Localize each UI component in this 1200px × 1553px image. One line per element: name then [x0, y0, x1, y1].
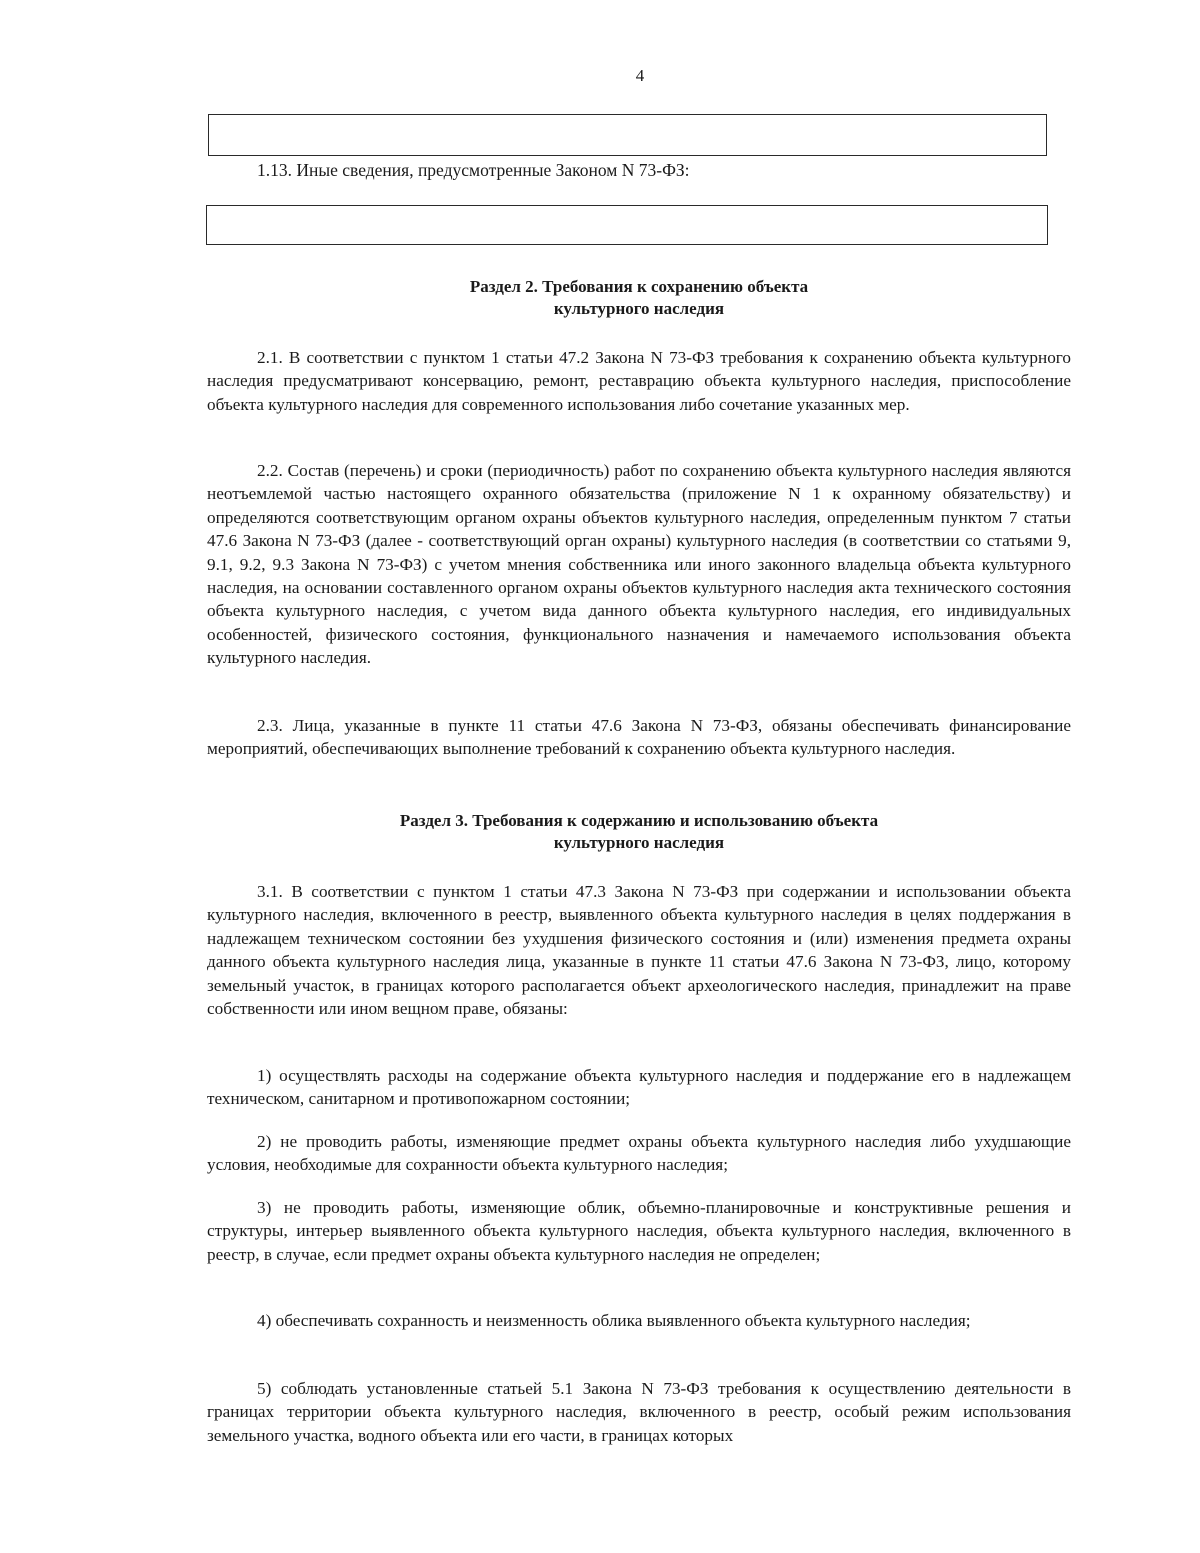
paragraph-2-1: 2.1. В соответствии с пунктом 1 статьи 47.2 Закона N 73-ФЗ требования к сохранению объекта культурного наследия предусматривают консервацию, ремонт, реставрацию объекта культурного наследия, приспособление объекта культурного наследия для современного использования либо сочетание указанных мер.	[207, 348, 1071, 414]
section-3-heading	[208, 810, 1070, 854]
list-item-4: 4) обеспечивать сохранность и неизменность облика выявленного объекта культурного наследия;	[257, 1311, 971, 1330]
paragraph-3-1: 3.1. В соответствии с пунктом 1 статьи 47.3 Закона N 73-ФЗ при содержании и использовании объекта культурного наследия, включенного в реестр, выявленного объекта культурного наследия в целях поддержания в надлежащем техническом состоянии без ухудшения физического состояния и (или) изменения предмета охраны данного объекта культурного наследия лица, указанные в пункте 11 статьи 47.6 Закона N 73-ФЗ, лицо, которому земельный участок, в границах которого располагается объект археологического наследия, принадлежит на праве собственности или ином вещном праве, обязаны:	[207, 882, 1071, 1019]
list-item-1: 1) осуществлять расходы на содержание объекта культурного наследия и поддержание его в надлежащем техническом, санитарном и противопожарном состоянии;	[207, 1066, 1071, 1109]
page-number: 4	[635, 66, 645, 85]
section-3-heading-line-1: Раздел 3. Требования к содержанию и использованию объекта	[399, 811, 879, 830]
other-info-field-box	[206, 205, 1048, 245]
section-3-heading-line-2: культурного наследия	[553, 833, 725, 852]
empty-field-box	[208, 114, 1047, 156]
paragraph-2-3: 2.3. Лица, указанные в пункте 11 статьи 47.6 Закона N 73-ФЗ, обязаны обеспечивать финансирование мероприятий, обеспечивающих выполнение требований к сохранению объекта культурного наследия.	[207, 716, 1071, 759]
paragraph-2-2: 2.2. Состав (перечень) и сроки (периодичность) работ по сохранению объекта культурного наследия являются неотъемлемой частью настоящего охранного обязательства (приложение N 1 к охранному обязательству) и определяются соответствующим органом охраны объектов культурного наследия, определенным пунктом 7 статьи 47.6 Закона N 73-ФЗ (далее - соответствующий орган охраны) культурного наследия (в соответствии со статьями 9, 9.1, 9.2, 9.3 Закона N 73-ФЗ) с учетом мнения собственника или иного законного владельца объекта культурного наследия, на основании составленного органом охраны объектов культурного наследия акта технического состояния объекта культурного наследия, с учетом вида данного объекта культурного наследия, его индивидуальных особенностей, физического состояния, функционального назначения и намечаемого использования объекта культурного наследия.	[207, 461, 1071, 668]
section-2-heading-line-2: культурного наследия	[553, 299, 725, 318]
list-item-5: 5) соблюдать установленные статьей 5.1 Закона N 73-ФЗ требования к осуществлению деятельности в границах территории объекта культурного наследия, включенного в реестр, особый режим использования земельного участка, водного объекта или его части, в границах которых	[207, 1379, 1071, 1445]
section-2-heading	[208, 276, 1070, 320]
section-2-heading-line-1: Раздел 2. Требования к сохранению объекта	[469, 277, 809, 296]
item-1-13: 1.13. Иные сведения, предусмотренные Законом N 73-ФЗ:	[257, 160, 690, 180]
list-item-3: 3) не проводить работы, изменяющие облик, объемно-планировочные и конструктивные решения и структуры, интерьер выявленного объекта культурного наследия, объекта культурного наследия, включенного в реестр, в случае, если предмет охраны объекта культурного наследия не определен;	[207, 1198, 1071, 1264]
list-item-2: 2) не проводить работы, изменяющие предмет охраны объекта культурного наследия либо ухудшающие условия, необходимые для сохранности объекта культурного наследия;	[207, 1132, 1071, 1175]
